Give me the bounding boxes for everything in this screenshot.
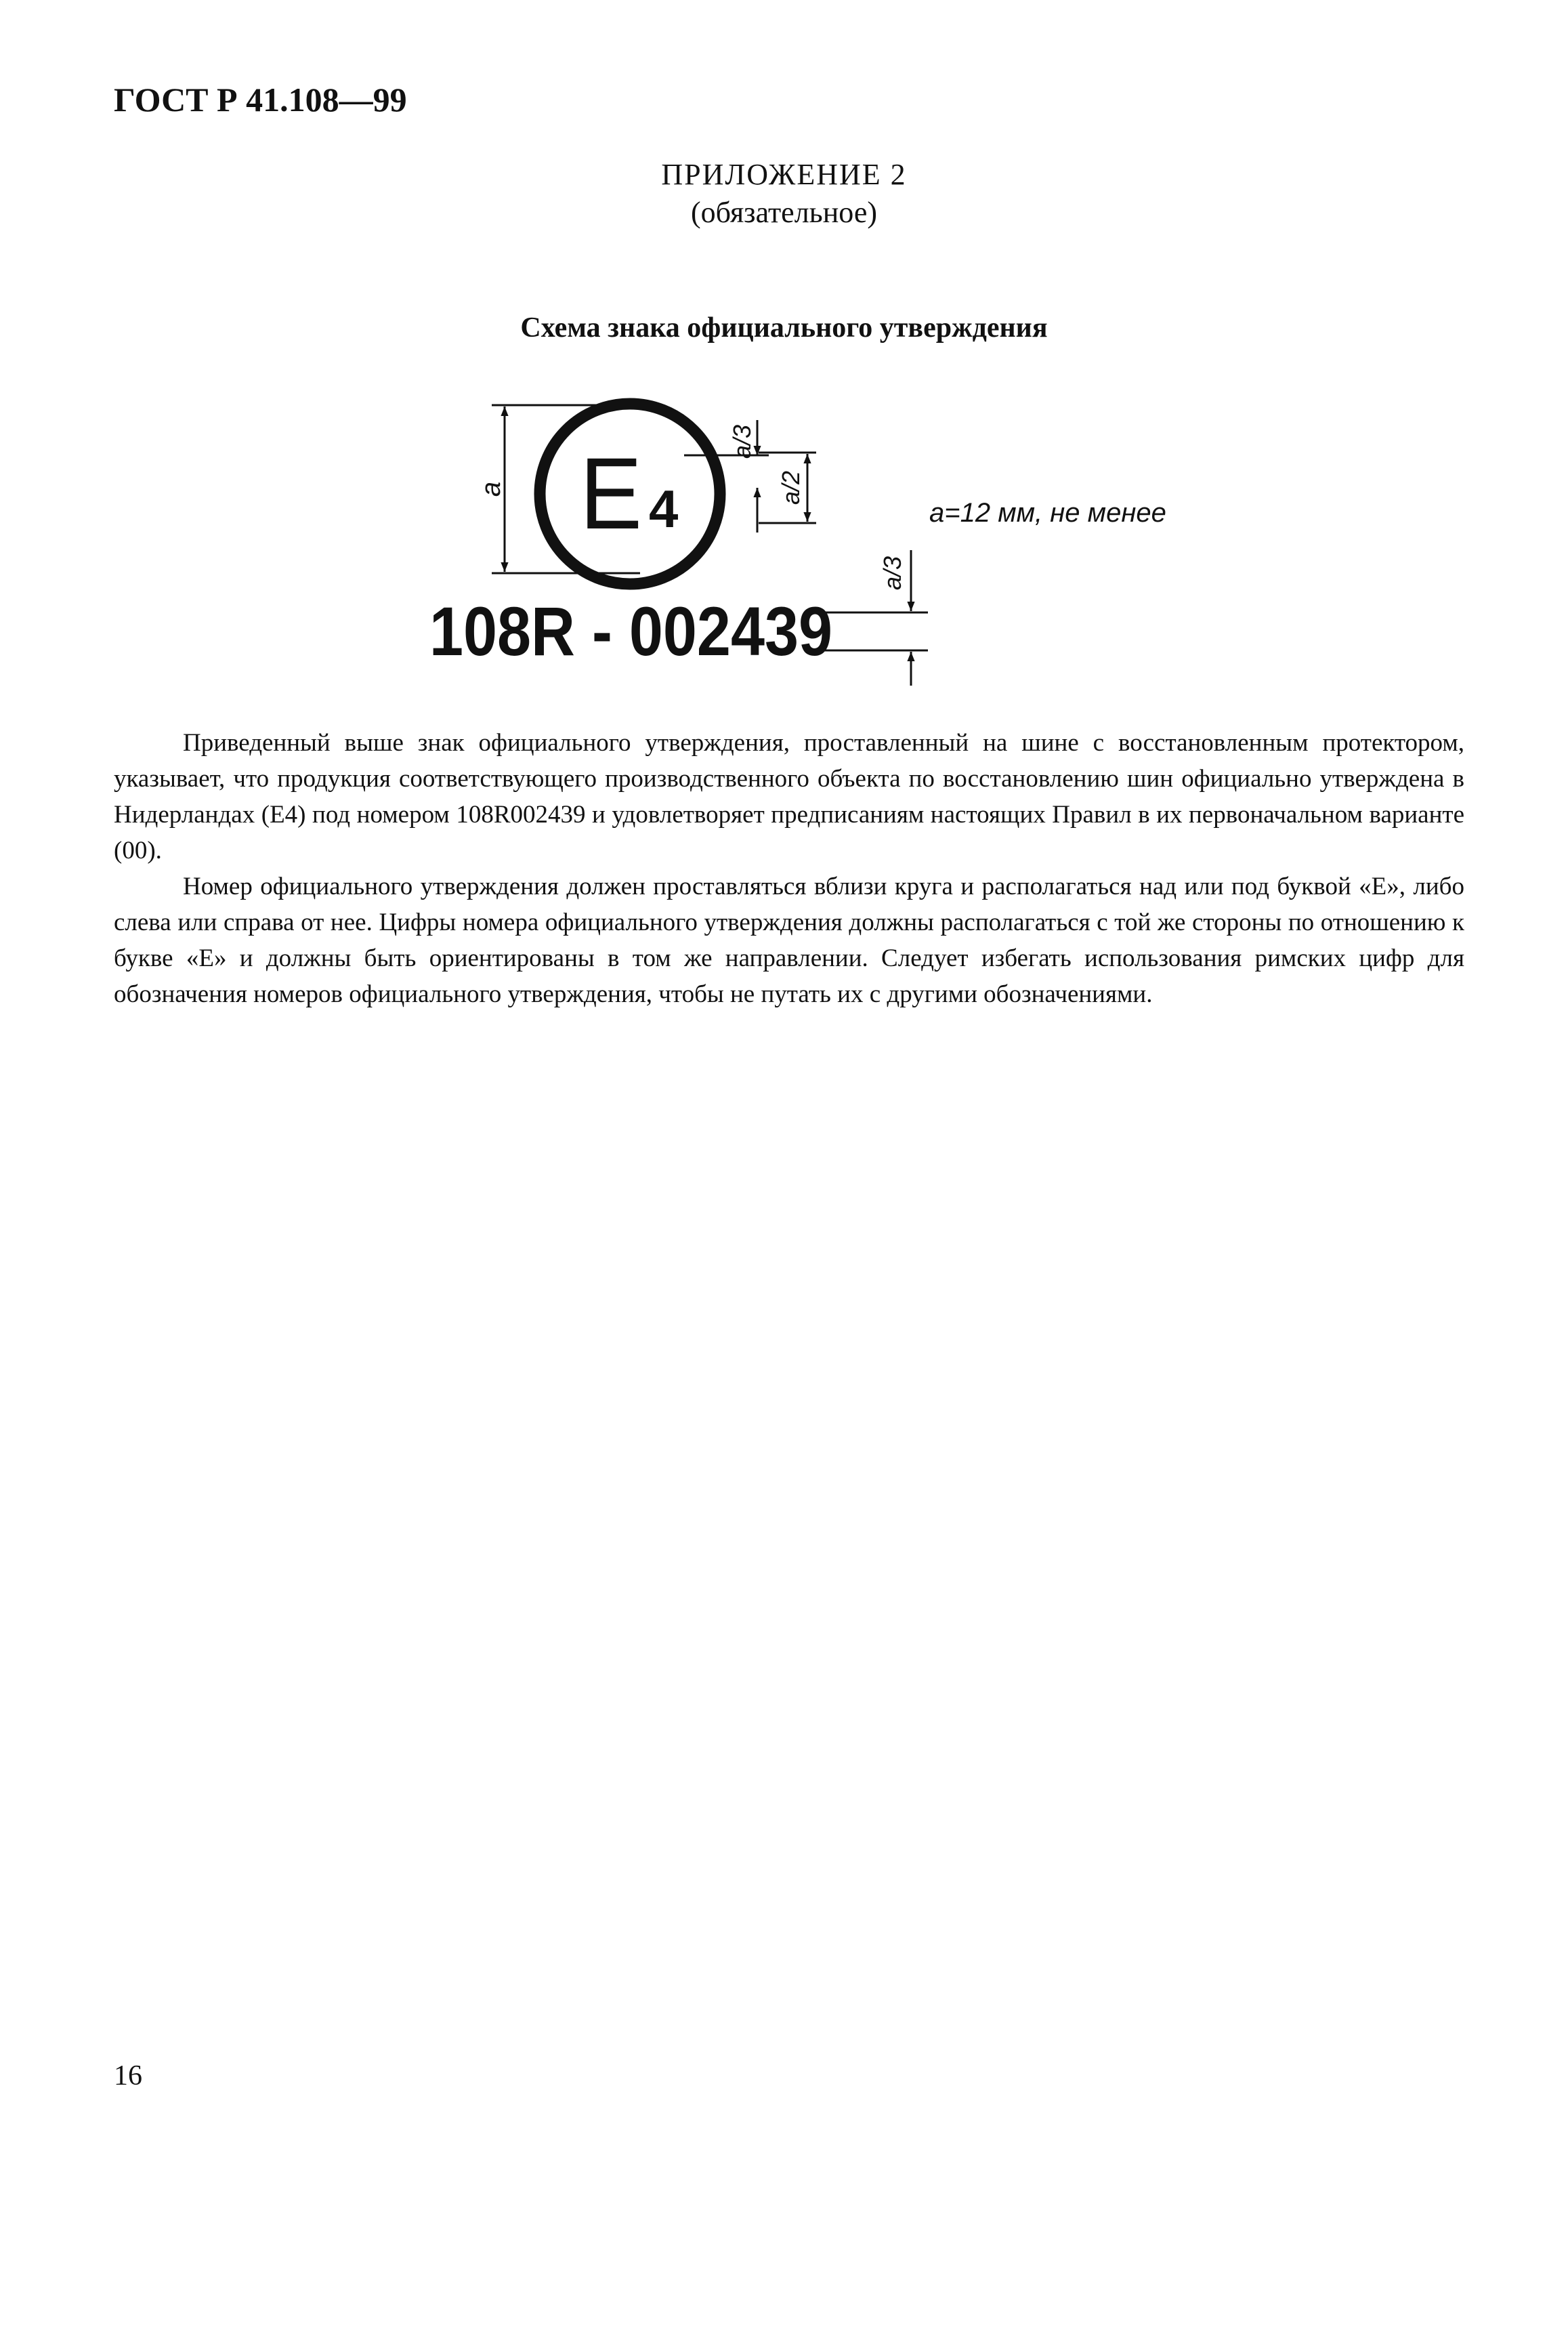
size-note: a=12 мм, не менее [929, 498, 1166, 528]
annex-title: ПРИЛОЖЕНИЕ 2 [661, 158, 907, 191]
approval-mark-diagram [0, 0, 1568, 718]
dimension-a3-bottom [820, 550, 928, 686]
dimension-a-label: a [476, 481, 506, 497]
body-text [114, 725, 1464, 1012]
dimension-a3-top-label: a/3 [728, 424, 756, 459]
paragraph-1: Приведенный выше знак официального утверждения, проставленный на шине с восстановленным протектором, указывает, что продукция соответствующего производственного объекта по восстановлению шин официально утверждена в Нидерландах (E4) под номером 108R002439 и удовлетворяет предписаниям настоящих Правил в их первоначальном варианте (00). [114, 729, 1464, 864]
dimension-a2-label: a/2 [777, 470, 805, 505]
mark-country-number: 4 [649, 479, 679, 539]
paragraph-2: Номер официального утверждения должен проставляться вблизи круга и располагаться над или под буквой «E», либо слева или справа от нее. Цифры номера официального утверждения должны располагаться с той же стороны по отношению к букве «E» и должны быть ориентированы в том же направлении. Следует избегать использования римских цифр для обозначения номеров официального утверждения, чтобы не путать их с другими обозначениями. [114, 873, 1464, 1008]
annex-subtitle: (обязательное) [691, 196, 877, 229]
page-number: 16 [114, 2060, 142, 2091]
dimension-a3-bottom-label: a/3 [878, 556, 906, 591]
mark-letter-e: E [580, 436, 642, 550]
approval-number: 108R - 002439 [429, 593, 832, 670]
page-header: ГОСТ Р 41.108—99 [114, 81, 407, 119]
scheme-title: Схема знака официального утверждения [520, 312, 1048, 343]
